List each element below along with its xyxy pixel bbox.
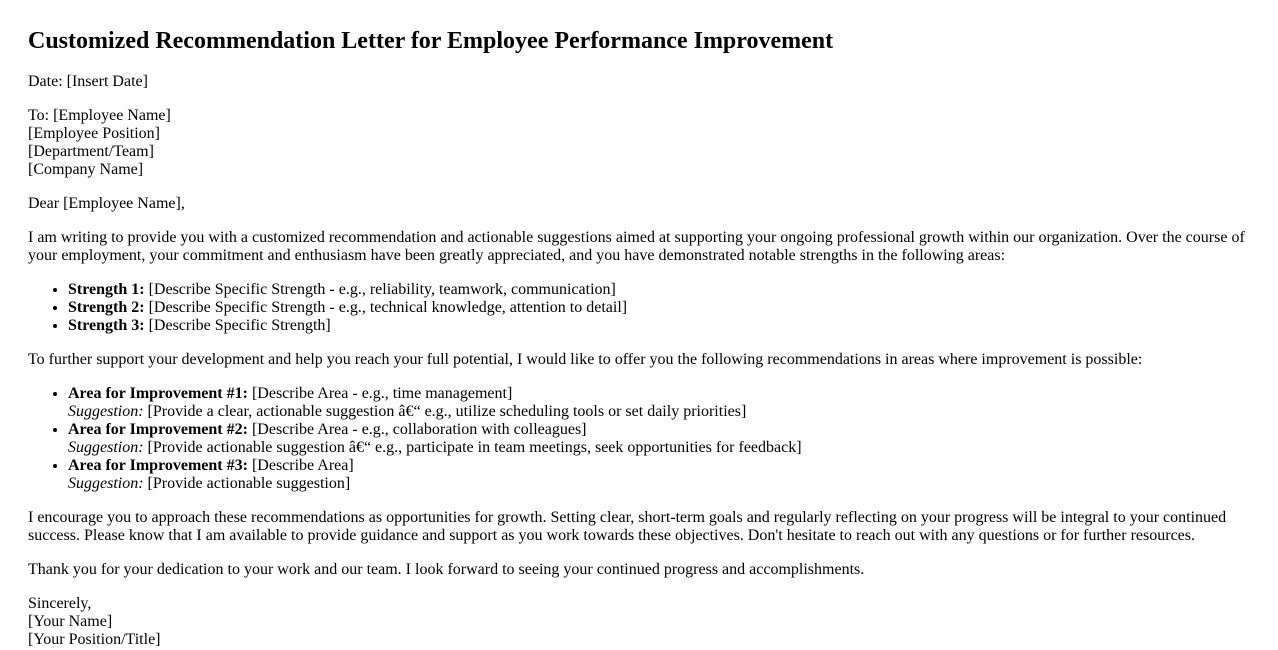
strength-text: [Describe Specific Strength - e.g., technical knowledge, attention to detail] (144, 299, 628, 316)
improvement-label: Area for Improvement #3: (68, 457, 248, 474)
thanks-paragraph: Thank you for your dedication to your work and our team. I look forward to seeing your continued progress and accomplishments. (28, 561, 865, 578)
suggestion-text: [Provide actionable suggestion] (143, 475, 351, 492)
improvements-list (28, 385, 1250, 493)
list-item (68, 457, 1250, 493)
sign-off: Sincerely, (28, 595, 92, 612)
list-item (68, 317, 1250, 335)
recipient-company: [Company Name] (28, 161, 144, 178)
letter-title: Customized Recommendation Letter for Employee Performance Improvement (28, 28, 834, 54)
signature-block (28, 595, 1250, 649)
list-item (68, 281, 1250, 299)
recipient-position: [Employee Position] (28, 125, 160, 142)
recipient-to: To: [Employee Name] (28, 107, 171, 124)
improvement-label: Area for Improvement #2: (68, 421, 248, 438)
suggestion-label: Suggestion: (68, 403, 144, 420)
transition-paragraph: To further support your development and help you reach your full potential, I would like to offer you the following recommendations in areas where improvement is possible: (28, 351, 1143, 368)
suggestion-text: [Provide actionable suggestion â€“ e.g., participate in team meetings, seek opportunities for feedback] (143, 439, 802, 456)
letter-date: Date: [Insert Date] (28, 73, 148, 90)
improvement-text: [Describe Area] (247, 457, 354, 474)
signer-title: [Your Position/Title] (28, 631, 161, 648)
strength-text: [Describe Specific Strength] (144, 317, 331, 334)
intro-paragraph: I am writing to provide you with a customized recommendation and actionable suggestions aimed at supporting your ongoing professional growth within our organization. Over the course of your employment, your commitment and enthusiasm have been greatly appreciated, and you have demonstrated notable strengths in the following areas: (28, 229, 1245, 264)
strength-label: Strength 1: (68, 281, 145, 298)
salutation: Dear [Employee Name], (28, 195, 185, 212)
improvement-label: Area for Improvement #1: (68, 385, 248, 402)
list-item (68, 385, 1250, 421)
recipient-block (28, 107, 1250, 179)
encouragement-paragraph: I encourage you to approach these recommendations as opportunities for growth. Setting clear, short-term goals and regularly reflecting on your progress will be integral to your continued success. Please know that I am available to provide guidance and support as you work towards these objectives. Don't hesitate to reach out with any questions or for further resources. (28, 509, 1227, 544)
list-item (68, 299, 1250, 317)
strength-label: Strength 3: (68, 317, 145, 334)
suggestion-label: Suggestion: (68, 439, 144, 456)
suggestion-label: Suggestion: (68, 475, 144, 492)
strengths-list (28, 281, 1250, 335)
strength-text: [Describe Specific Strength - e.g., reliability, teamwork, communication] (144, 281, 616, 298)
recipient-department: [Department/Team] (28, 143, 154, 160)
suggestion-text: [Provide a clear, actionable suggestion â€“ e.g., utilize scheduling tools or set daily priorities] (143, 403, 747, 420)
signer-name: [Your Name] (28, 613, 113, 630)
list-item (68, 421, 1250, 457)
improvement-text: [Describe Area - e.g., time management] (247, 385, 513, 402)
improvement-text: [Describe Area - e.g., collaboration with colleagues] (247, 421, 587, 438)
strength-label: Strength 2: (68, 299, 145, 316)
